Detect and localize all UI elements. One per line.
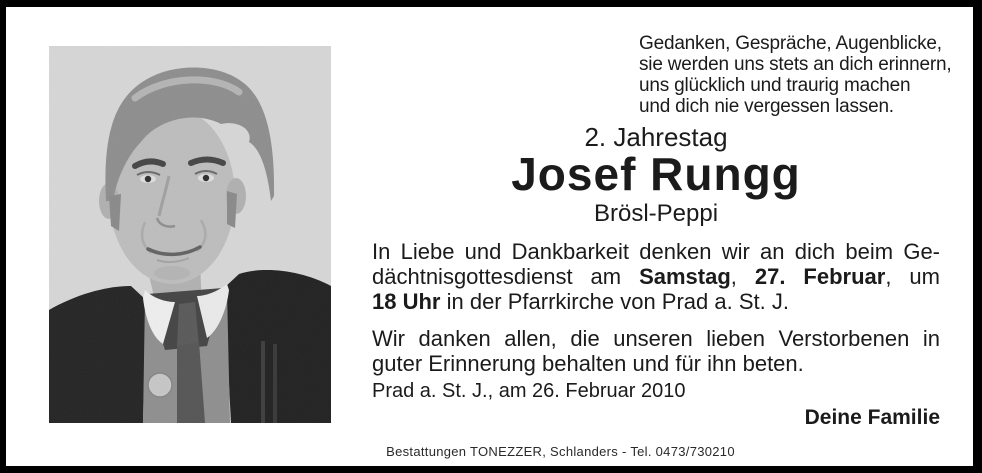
- family-signature: Deine Familie: [804, 406, 940, 429]
- text-segment: In Liebe und Dankbarkeit denken wir an dich beim Ge-: [372, 239, 940, 264]
- text-segment: dächtnisgottesdienst am: [372, 264, 640, 289]
- announcement-line: [372, 239, 940, 264]
- verse-line: uns glücklich und traurig machen: [639, 75, 911, 96]
- funeral-home-footer: Bestattungen TONEZZER, Schlanders - Tel. 0473/730210: [386, 444, 735, 459]
- date-emphasis: 27. Februar: [754, 264, 886, 289]
- deceased-name: Josef Rungg: [511, 148, 801, 200]
- text-segment: , um: [885, 264, 940, 289]
- time-emphasis: 18 Uhr: [372, 289, 441, 314]
- announcement-line: guter Erinnerung behalten und für ihn beten.: [372, 351, 804, 376]
- deceased-nickname: Brösl-Peppi: [593, 200, 719, 227]
- announcement-line: [372, 264, 940, 289]
- weekday-emphasis: Samstag: [639, 264, 731, 289]
- portrait-photo: [49, 46, 331, 423]
- remembrance-verse: [639, 33, 973, 117]
- place-date-line: Prad a. St. J., am 26. Februar 2010: [372, 380, 686, 402]
- verse-line: sie werden uns stets an dich erinnern,: [639, 54, 952, 75]
- text-segment: in der Pfarrkirche von Prad a. St. J.: [440, 289, 789, 314]
- memorial-card: [6, 7, 973, 466]
- verse-line: Gedanken, Gespräche, Augenblicke,: [639, 33, 942, 54]
- text-segment: ,: [730, 264, 755, 289]
- announcement-paragraph-2: [372, 326, 940, 376]
- announcement-line: Wir danken allen, die unseren lieben Verstorbenen in: [372, 326, 940, 351]
- announcement-line: [372, 289, 940, 314]
- portrait-illustration: [49, 46, 331, 423]
- verse-line: und dich nie vergessen lassen.: [639, 96, 894, 117]
- anniversary-label: 2. Jahrestag: [584, 122, 728, 152]
- announcement-paragraph-1: [372, 239, 940, 314]
